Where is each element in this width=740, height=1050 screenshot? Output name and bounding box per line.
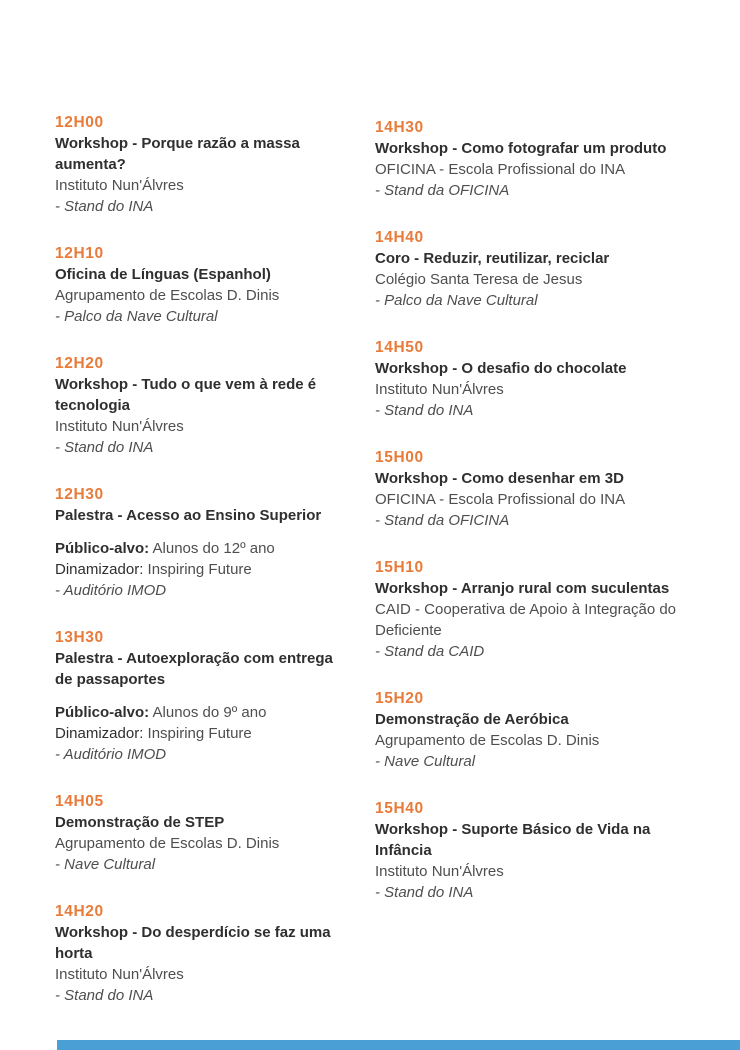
event-organization: Instituto Nun'Álvres [55,966,184,983]
event-time: 13H30 [55,629,104,646]
event-audience-line: Público-alvo: Alunos do 12º ano [55,540,275,557]
event-location: - Palco da Nave Cultural [375,292,538,309]
event-organization: Instituto Nun'Álvres [55,177,184,194]
event-organization: CAID - Cooperativa de Apoio à Integração do Deficiente [375,601,677,639]
event-location: - Stand da OFICINA [375,512,510,529]
event-entry [55,243,351,327]
event-title: Workshop - Suporte Básico de Vida na Infância [375,821,651,859]
event-title: Oficina de Línguas (Espanhol) [55,266,271,283]
event-time: 14H05 [55,793,104,810]
event-location: - Auditório IMOD [55,746,167,763]
event-organization: Instituto Nun'Álvres [55,418,184,435]
event-title: Workshop - Tudo o que vem à rede é tecnologia [55,376,317,414]
event-location: - Nave Cultural [375,753,476,770]
event-title: Palestra - Acesso ao Ensino Superior [55,507,322,524]
event-time: 12H00 [55,114,104,131]
event-entry [375,227,677,311]
event-entry [55,901,351,1006]
event-entry [55,791,351,875]
event-time: 12H20 [55,355,104,372]
event-organization: OFICINA - Escola Profissional do INA [375,491,626,508]
event-time: 15H40 [375,800,424,817]
event-organization: Agrupamento de Escolas D. Dinis [55,287,280,304]
facilitator-label: Dinamizador: [55,561,144,578]
event-location: - Palco da Nave Cultural [55,308,218,325]
event-location: - Auditório IMOD [55,582,167,599]
schedule-column-right [375,117,677,929]
event-organization: Colégio Santa Teresa de Jesus [375,271,583,288]
event-entry [55,627,351,765]
event-location: - Nave Cultural [55,856,156,873]
event-title: Workshop - Porque razão a massa aumenta? [55,135,300,173]
event-title: Workshop - O desafio do chocolate [375,360,627,377]
event-organization: Instituto Nun'Álvres [375,381,504,398]
event-title: Workshop - Do desperdício se faz uma horta [55,924,331,962]
event-location: - Stand da OFICINA [375,182,510,199]
event-facilitator-line: Dinamizador: Inspiring Future [55,725,252,742]
event-entry [55,353,351,458]
event-location: - Stand do INA [55,987,154,1004]
event-entry [375,798,677,903]
event-title: Palestra - Autoexploração com entrega de passaportes [55,650,333,688]
schedule-column-left [55,112,351,1032]
event-entry [375,557,677,662]
event-time: 15H20 [375,690,424,707]
event-organization: Instituto Nun'Álvres [375,863,504,880]
event-time: 15H00 [375,449,424,466]
event-title: Workshop - Arranjo rural com suculentas [375,580,670,597]
event-location: - Stand do INA [55,439,154,456]
event-location: - Stand do INA [375,884,474,901]
event-organization: Agrupamento de Escolas D. Dinis [55,835,280,852]
event-entry [55,112,351,217]
event-audience-line: Público-alvo: Alunos do 9º ano [55,704,267,721]
event-location: - Stand do INA [375,402,474,419]
event-entry [55,484,351,601]
event-title: Workshop - Como desenhar em 3D [375,470,624,487]
audience-label: Público-alvo: [55,540,150,557]
event-title: Demonstração de Aeróbica [375,711,569,728]
audience-label: Público-alvo: [55,704,150,721]
event-title: Workshop - Como fotografar um produto [375,140,667,157]
event-location: - Stand da CAID [375,643,485,660]
event-time: 12H10 [55,245,104,262]
event-entry [375,688,677,772]
event-location: - Stand do INA [55,198,154,215]
event-title: Coro - Reduzir, reutilizar, reciclar [375,250,610,267]
event-time: 14H50 [375,339,424,356]
event-entry [375,447,677,531]
facilitator-label: Dinamizador: [55,725,144,742]
footer-accent-bar [57,1040,740,1050]
event-entry [375,337,677,421]
event-title: Demonstração de STEP [55,814,225,831]
event-facilitator-line: Dinamizador: Inspiring Future [55,561,252,578]
event-organization: Agrupamento de Escolas D. Dinis [375,732,600,749]
event-time: 14H30 [375,119,424,136]
event-time: 14H20 [55,903,104,920]
event-entry [375,117,677,201]
event-organization: OFICINA - Escola Profissional do INA [375,161,626,178]
event-time: 12H30 [55,486,104,503]
event-time: 14H40 [375,229,424,246]
event-time: 15H10 [375,559,424,576]
